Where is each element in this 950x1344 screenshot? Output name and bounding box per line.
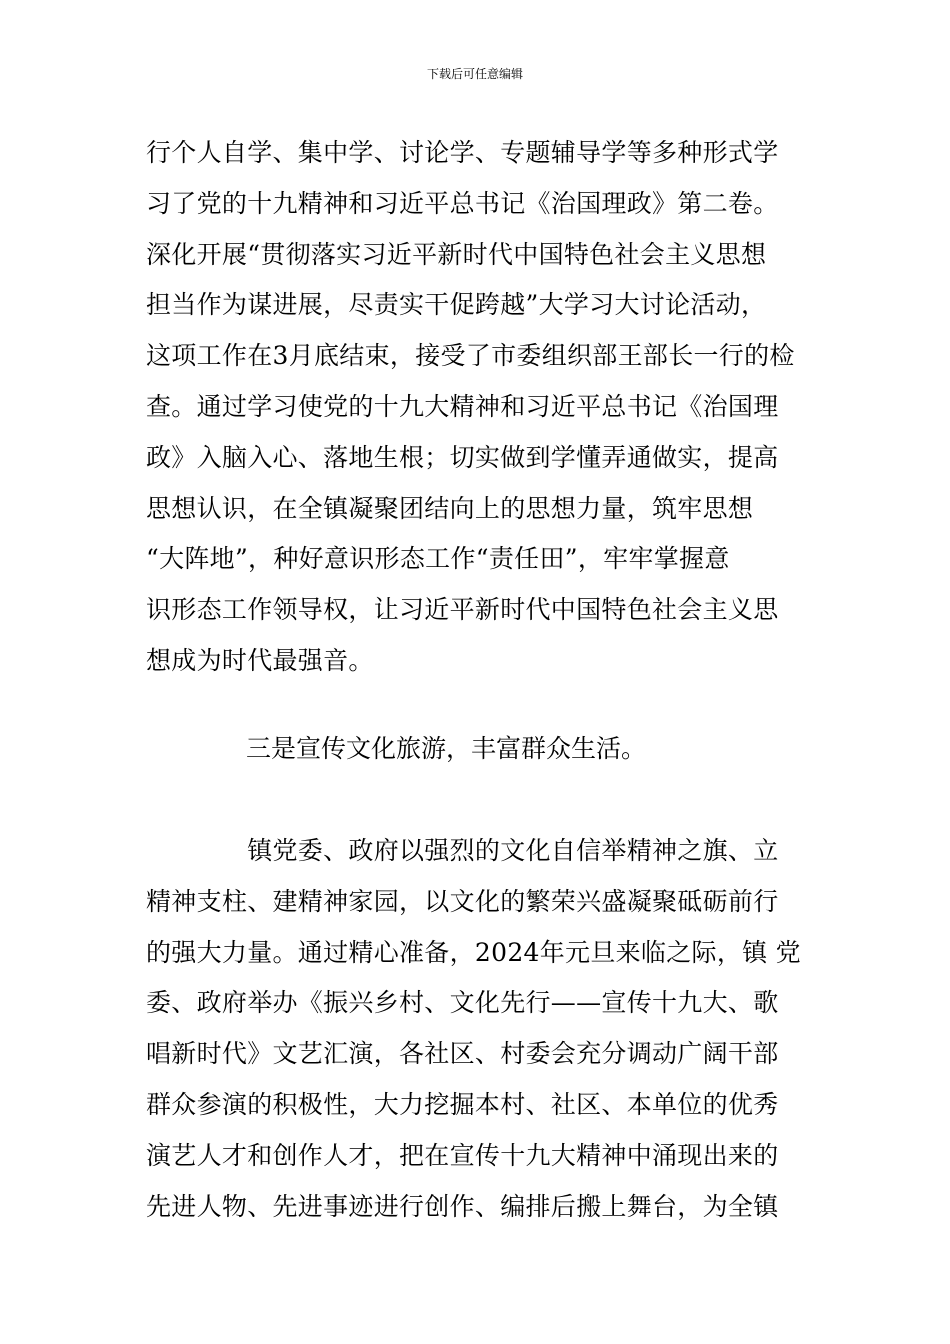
paragraph-line: 识形态工作领导权，让习近平新时代中国特色社会主义思 xyxy=(146,595,779,625)
paragraph-line: 政》入脑入心、落地生根；切实做到学懂弄通做实，提高 xyxy=(146,442,779,472)
paragraph-line: 习了党的十九精神和习近平总书记《治国理政》第二卷。 xyxy=(146,188,779,218)
paragraph-line: 委、政府举办《振兴乡村、文化先行——宣传十九大、歌 xyxy=(146,988,779,1018)
paragraph-line: 深化开展“贯彻落实习近平新时代中国特色社会主义思想 xyxy=(146,239,767,269)
paragraph-line: 担当作为谋进展，尽责实干促跨越”大学习大讨论活动， xyxy=(146,290,767,320)
paragraph-line: 行个人自学、集中学、讨论学、专题辅导学等多种形式学 xyxy=(146,138,779,167)
paragraph-line: “大阵地”，种好意识形态工作“责任田”，牢牢掌握意 xyxy=(146,544,730,574)
paragraph-line: 查。通过学习使党的十九大精神和习近平总书记《治国理 xyxy=(146,391,779,421)
paragraph-line: 演艺人才和创作人才，把在宣传十九大精神中涌现出来的 xyxy=(146,1140,779,1170)
paragraph-line: 群众参演的积极性，大力挖掘本村、社区、本单位的优秀 xyxy=(146,1089,779,1119)
paragraph-line: 这项工作在3月底结束，接受了市委组织部王部长一行的检 xyxy=(146,341,795,371)
paragraph-line: 精神支柱、建精神家园，以文化的繁荣兴盛凝聚砥砺前行 xyxy=(146,886,779,916)
paragraph-line: 镇党委、政府以强烈的文化自信举精神之旗、立 xyxy=(146,836,779,865)
header-note: 下载后可任意编辑 xyxy=(426,67,523,81)
paragraph-line: 唱新时代》文艺汇演，各社区、村委会充分调动广阔干部 xyxy=(146,1039,779,1069)
paragraph-line: 的强大力量。通过精心准备，2024年元旦来临之际，镇 党 xyxy=(146,937,801,967)
paragraph-line: 先进人物、先进事迹进行创作、编排后搬上舞台，为全镇 xyxy=(146,1191,779,1221)
section-heading: 三是宣传文化旅游，丰富群众生活。 xyxy=(246,734,647,763)
paragraph-line: 想成为时代最强音。 xyxy=(146,645,374,675)
paragraph-2 xyxy=(146,826,806,1232)
paragraph-line: 思想认识，在全镇凝聚团结向上的思想力量，筑牢思想 xyxy=(146,493,754,523)
paragraph-1 xyxy=(146,128,806,687)
